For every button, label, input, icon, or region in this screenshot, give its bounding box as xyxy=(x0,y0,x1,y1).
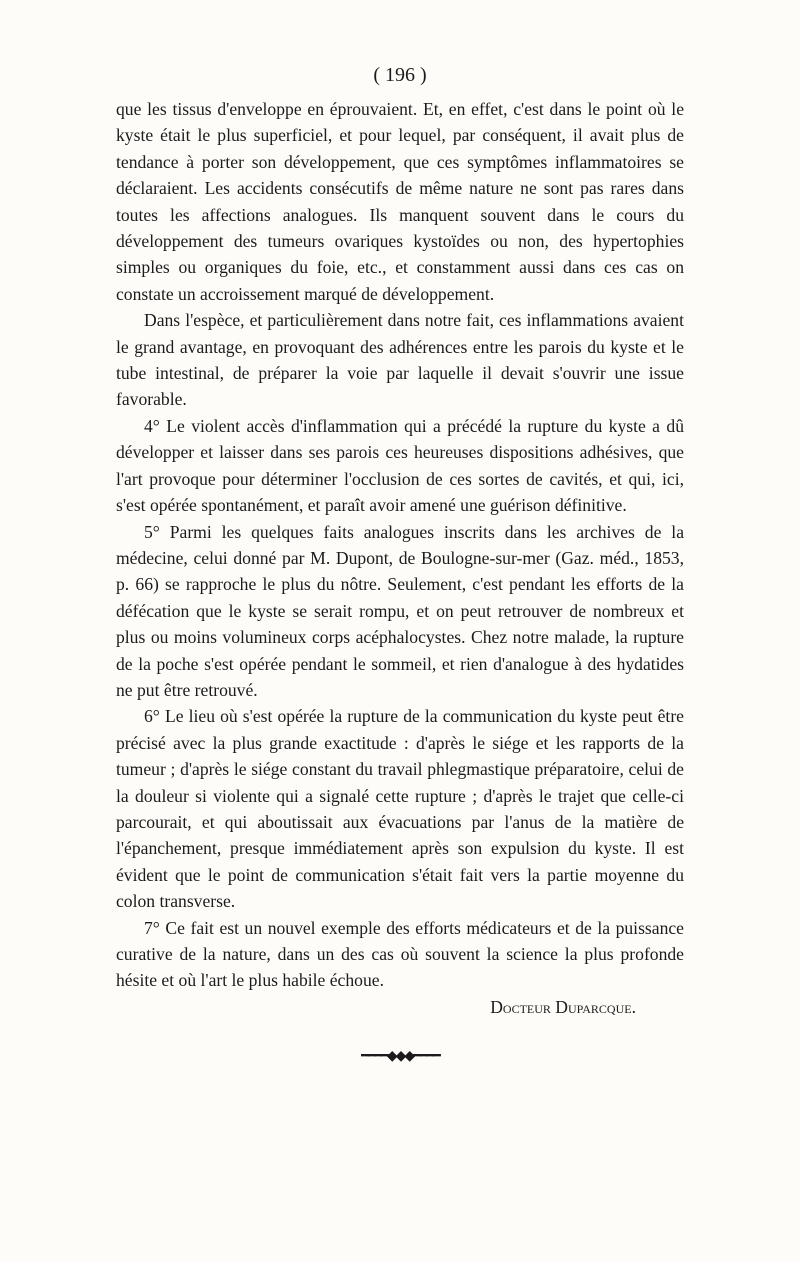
document-page xyxy=(116,62,684,1068)
end-ornament-icon: ━━━━◆◆◆━━━━ xyxy=(361,1049,439,1065)
paragraph-continuation: que les tissus d'enveloppe en éprouvaient. Et, en effet, c'est dans le point où le kyste était le plus superficiel, et pour lequel, par conséquent, il avait plus de tendance à porter son développement, que ces symptômes inflammatoires se déclaraient. Les accidents consécutifs de même nature ne sont pas rares dans toutes les affections analogues. Ils manquent souvent dans le cours du développement des tumeurs ovariques kystoïdes ou non, des hypertophies simples ou organiques du foie, etc., et constamment aussi dans ces cas on constate un accroissement marqué de développement. xyxy=(116,99,684,304)
paragraph-point-6: 6° Le lieu où s'est opérée la rupture de la communication du kyste peut être précisé avec la plus grande exactitude : d'après le siége et les rapports de la tumeur ; d'après le siége constant du travail phlegmastique préparatoire, celui de la douleur si violente qui a signalé cette rupture ; d'après le trajet que celle-ci parcourait, et qui aboutissait aux évacuations par l'anus de la matière de l'épanchement, presque immédiatement après son expulsion du kyste. Il est évident que le point de communication s'était fait vers la partie moyenne du colon transverse. xyxy=(116,706,684,912)
author-signature: Docteur Duparcque. xyxy=(490,996,636,1017)
paragraph-inflammations: Dans l'espèce, et particulièrement dans notre fait, ces inflammations avaient le grand avantage, en provoquant des adhérences entre les parois du kyste et le tube intestinal, de préparer la voie par laquelle il devait s'ouvrir une issue favorable. xyxy=(116,310,684,410)
paragraph-point-7: 7° Ce fait est un nouvel exemple des efforts médicateurs et de la puissance curative de la nature, dans un des cas où souvent la science la plus profonde hésite et où l'art le plus habile échoue. xyxy=(116,917,684,991)
paragraph-point-4: 4° Le violent accès d'inflammation qui a précédé la rupture du kyste a dû développer et laisser dans ses parois ces heureuses dispositions adhésives, que l'art provoque pour déterminer l'occlusion de ces sortes de cavités, et qui, ici, s'est opérée spontanément, et paraît avoir amené une guérison définitive. xyxy=(116,415,684,516)
page-number: ( 196 ) xyxy=(373,64,427,86)
paragraph-point-5: 5° Parmi les quelques faits analogues inscrits dans les archives de la médecine, celui donné par M. Dupont, de Boulogne-sur-mer (Gaz. méd., 1853, p. 66) se rapproche le plus du nôtre. Seulement, c'est pendant les efforts de la défécation que le kyste se serait rompu, et on peut retrouver de nombreux et plus ou moins volumineux corps acéphalocystes. Chez notre malade, la rupture de la poche s'est opérée pendant le sommeil, et rien d'analogue à des hydatides ne put être retrouvé. xyxy=(116,521,684,700)
